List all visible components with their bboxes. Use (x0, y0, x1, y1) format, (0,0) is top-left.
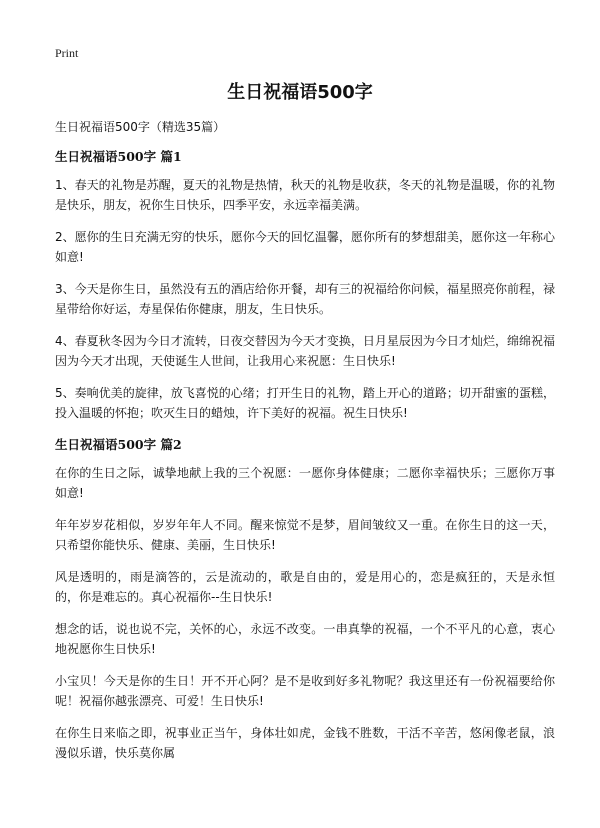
paragraph: 3、今天是你生日，虽然没有五的酒店给你开餐，却有三的祝福给你问候，福星照亮你前程，禄星带给你好运，寿星保佑你健康，朋友，生日快乐。 (55, 282, 555, 316)
paragraph: 2、愿你的生日充满无穷的快乐，愿你今天的回忆温馨，愿你所有的梦想甜美，愿你这一年称心如意! (55, 230, 555, 264)
section-heading: 生日祝福语500字 篇2 (55, 437, 182, 452)
section-heading: 生日祝福语500字 篇1 (55, 149, 182, 164)
document-title: 生日祝福语500字 (227, 82, 373, 103)
paragraph: 小宝贝！今天是你的生日！开不开心阿？是不是收到好多礼物呢？我这里还有一份祝福要给你呢！祝福你越张漂亮、可爱！生日快乐! (55, 674, 555, 708)
paragraph: 风是透明的，雨是滴答的，云是流动的，歌是自由的，爱是用心的，恋是疯狂的，天是永恒的，你是难忘的。真心祝福你--生日快乐! (55, 570, 555, 604)
paragraph: 想念的话，说也说不完，关怀的心，永远不改变。一串真挚的祝福，一个不平凡的心意，衷心地祝愿你生日快乐! (55, 622, 555, 656)
paragraph: 在你生日来临之即，祝事业正当午，身体壮如虎，金钱不胜数，干活不辛苦，悠闲像老鼠，浪漫似乐谱，快乐莫你属 (55, 726, 555, 760)
document-body (55, 117, 555, 775)
paragraph: 4、春夏秋冬因为今日才流转，日夜交替因为今天才变换，日月星辰因为今日才灿烂，绵绵祝福因为今天才出现，天使诞生人世间，让我用心来祝愿：生日快乐! (55, 334, 555, 368)
print-link[interactable]: Print (55, 46, 79, 60)
paragraph: 5、奏响优美的旋律，放飞喜悦的心绪；打开生日的礼物，踏上开心的道路；切开甜蜜的蛋糕，投入温暖的怀抱；吹灭生日的蜡烛，许下美好的祝福。祝生日快乐! (55, 386, 555, 420)
section-1 (55, 147, 555, 423)
paragraph: 1、春天的礼物是苏醒，夏天的礼物是热情，秋天的礼物是收获，冬天的礼物是温暖，你的礼物是快乐，朋友，祝你生日快乐，四季平安，永远幸福美满。 (55, 178, 555, 212)
paragraph: 在你的生日之际，诚挚地献上我的三个祝愿：一愿你身体健康；二愿你幸福快乐；三愿你万事如意! (55, 466, 555, 500)
paragraph: 年年岁岁花相似，岁岁年年人不同。醒来惊觉不是梦，眉间皱纹又一重。在你生日的这一天，只希望你能快乐、健康、美丽，生日快乐! (55, 518, 555, 552)
document-subtitle: 生日祝福语500字（精选35篇） (55, 120, 226, 134)
section-2 (55, 435, 555, 763)
